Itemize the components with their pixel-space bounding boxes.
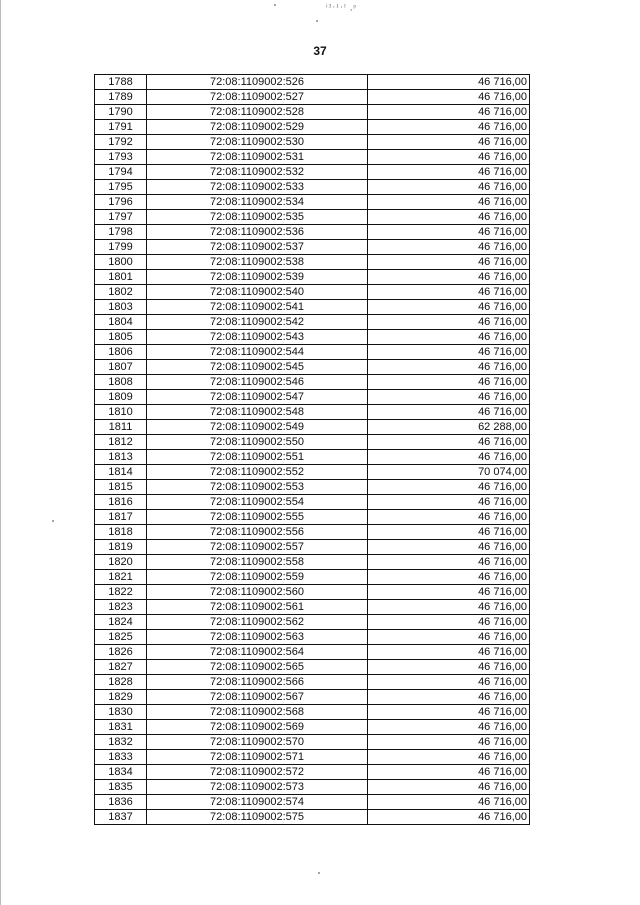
cadastral-value-cell: 46 716,00 <box>368 525 530 540</box>
row-number-cell: 1789 <box>95 90 147 105</box>
cadastral-number-cell: 72:08:1109002:533 <box>147 180 368 195</box>
cadastral-value-cell: 46 716,00 <box>368 390 530 405</box>
table-row <box>95 795 530 810</box>
row-number-cell: 1808 <box>95 375 147 390</box>
row-number-cell: 1797 <box>95 210 147 225</box>
cadastral-number-cell: 72:08:1109002:528 <box>147 105 368 120</box>
table-row <box>95 315 530 330</box>
cadastral-value-cell: 70 074,00 <box>368 465 530 480</box>
table-row <box>95 720 530 735</box>
cadastral-number-cell: 72:08:1109002:541 <box>147 300 368 315</box>
cadastral-value-cell: 46 716,00 <box>368 735 530 750</box>
table-row <box>95 615 530 630</box>
row-number-cell: 1830 <box>95 705 147 720</box>
cadastral-number-cell: 72:08:1109002:565 <box>147 660 368 675</box>
table-row <box>95 510 530 525</box>
cadastral-value-cell: 46 716,00 <box>368 810 530 825</box>
cadastral-number-cell: 72:08:1109002:552 <box>147 465 368 480</box>
cadastral-value-cell: 46 716,00 <box>368 195 530 210</box>
cadastral-number-cell: 72:08:1109002:561 <box>147 600 368 615</box>
page-left-edge <box>0 0 1 905</box>
cadastral-value-cell: 46 716,00 <box>368 510 530 525</box>
cadastral-value-cell: 46 716,00 <box>368 585 530 600</box>
table-row <box>95 690 530 705</box>
table-row <box>95 360 530 375</box>
cadastral-number-cell: 72:08:1109002:540 <box>147 285 368 300</box>
table-row <box>95 165 530 180</box>
table-row <box>95 300 530 315</box>
cadastral-number-cell: 72:08:1109002:529 <box>147 120 368 135</box>
cadastral-number-cell: 72:08:1109002:564 <box>147 645 368 660</box>
row-number-cell: 1807 <box>95 360 147 375</box>
cadastral-number-cell: 72:08:1109002:531 <box>147 150 368 165</box>
row-number-cell: 1801 <box>95 270 147 285</box>
table-row <box>95 600 530 615</box>
cadastral-number-cell: 72:08:1109002:570 <box>147 735 368 750</box>
table-row <box>95 345 530 360</box>
row-number-cell: 1814 <box>95 465 147 480</box>
table-row <box>95 585 530 600</box>
table-row <box>95 780 530 795</box>
table-row <box>95 435 530 450</box>
row-number-cell: 1816 <box>95 495 147 510</box>
cadastral-number-cell: 72:08:1109002:530 <box>147 135 368 150</box>
scan-dot <box>316 20 318 22</box>
row-number-cell: 1828 <box>95 675 147 690</box>
table-row <box>95 150 530 165</box>
cadastral-number-cell: 72:08:1109002:545 <box>147 360 368 375</box>
cadastral-value-cell: 46 716,00 <box>368 780 530 795</box>
cadastral-value-cell: 46 716,00 <box>368 150 530 165</box>
row-number-cell: 1796 <box>95 195 147 210</box>
table-row <box>95 405 530 420</box>
table-row <box>95 210 530 225</box>
cadastral-value-cell: 46 716,00 <box>368 225 530 240</box>
cadastral-value-cell: 46 716,00 <box>368 120 530 135</box>
cadastral-number-cell: 72:08:1109002:546 <box>147 375 368 390</box>
cadastral-number-cell: 72:08:1109002:571 <box>147 750 368 765</box>
table-row <box>95 270 530 285</box>
cadastral-value-cell: 46 716,00 <box>368 450 530 465</box>
cadastral-number-cell: 72:08:1109002:550 <box>147 435 368 450</box>
cadastral-number-cell: 72:08:1109002:539 <box>147 270 368 285</box>
row-number-cell: 1788 <box>95 75 147 90</box>
cadastral-number-cell: 72:08:1109002:567 <box>147 690 368 705</box>
cadastral-number-cell: 72:08:1109002:558 <box>147 555 368 570</box>
cadastral-value-cell: 46 716,00 <box>368 135 530 150</box>
cadastral-value-cell: 46 716,00 <box>368 705 530 720</box>
cadastral-number-cell: 72:08:1109002:547 <box>147 390 368 405</box>
cadastral-value-cell: 46 716,00 <box>368 615 530 630</box>
table-row <box>95 75 530 90</box>
cadastral-number-cell: 72:08:1109002:536 <box>147 225 368 240</box>
table-row <box>95 675 530 690</box>
table-row <box>95 390 530 405</box>
cadastral-number-cell: 72:08:1109002:555 <box>147 510 368 525</box>
table-row <box>95 540 530 555</box>
cadastral-value-cell: 46 716,00 <box>368 795 530 810</box>
cadastral-value-cell: 46 716,00 <box>368 555 530 570</box>
cadastral-number-cell: 72:08:1109002:549 <box>147 420 368 435</box>
row-number-cell: 1824 <box>95 615 147 630</box>
cadastral-value-cell: 46 716,00 <box>368 90 530 105</box>
cadastral-value-cell: 46 716,00 <box>368 330 530 345</box>
register-table <box>94 74 530 825</box>
cadastral-number-cell: 72:08:1109002:573 <box>147 780 368 795</box>
row-number-cell: 1803 <box>95 300 147 315</box>
row-number-cell: 1835 <box>95 780 147 795</box>
cadastral-number-cell: 72:08:1109002:534 <box>147 195 368 210</box>
row-number-cell: 1833 <box>95 750 147 765</box>
cadastral-number-cell: 72:08:1109002:556 <box>147 525 368 540</box>
cadastral-value-cell: 46 716,00 <box>368 660 530 675</box>
cadastral-value-cell: 46 716,00 <box>368 315 530 330</box>
table-row <box>95 120 530 135</box>
row-number-cell: 1799 <box>95 240 147 255</box>
cadastral-value-cell: 46 716,00 <box>368 750 530 765</box>
cadastral-value-cell: 46 716,00 <box>368 720 530 735</box>
table-row <box>95 705 530 720</box>
cadastral-value-cell: 46 716,00 <box>368 690 530 705</box>
row-number-cell: 1798 <box>95 225 147 240</box>
cadastral-value-cell: 46 716,00 <box>368 240 530 255</box>
row-number-cell: 1790 <box>95 105 147 120</box>
cadastral-number-cell: 72:08:1109002:559 <box>147 570 368 585</box>
table-row <box>95 420 530 435</box>
row-number-cell: 1820 <box>95 555 147 570</box>
table-row <box>95 90 530 105</box>
cadastral-number-cell: 72:08:1109002:548 <box>147 405 368 420</box>
row-number-cell: 1792 <box>95 135 147 150</box>
row-number-cell: 1809 <box>95 390 147 405</box>
row-number-cell: 1800 <box>95 255 147 270</box>
table-row <box>95 240 530 255</box>
row-number-cell: 1818 <box>95 525 147 540</box>
cadastral-value-cell: 46 716,00 <box>368 300 530 315</box>
row-number-cell: 1810 <box>95 405 147 420</box>
cadastral-value-cell: 46 716,00 <box>368 630 530 645</box>
cadastral-value-cell: 46 716,00 <box>368 345 530 360</box>
cadastral-value-cell: 62 288,00 <box>368 420 530 435</box>
table-row <box>95 375 530 390</box>
table-row <box>95 450 530 465</box>
table-row <box>95 135 530 150</box>
table-row <box>95 225 530 240</box>
row-number-cell: 1812 <box>95 435 147 450</box>
scan-mark: ⁱ³·¹·ᴵ ,ᵖ <box>326 2 358 12</box>
row-number-cell: 1829 <box>95 690 147 705</box>
row-number-cell: 1804 <box>95 315 147 330</box>
row-number-cell: 1795 <box>95 180 147 195</box>
row-number-cell: 1811 <box>95 420 147 435</box>
table-row <box>95 735 530 750</box>
cadastral-number-cell: 72:08:1109002:575 <box>147 810 368 825</box>
table-row <box>95 525 530 540</box>
cadastral-value-cell: 46 716,00 <box>368 540 530 555</box>
table-row <box>95 180 530 195</box>
row-number-cell: 1826 <box>95 645 147 660</box>
cadastral-value-cell: 46 716,00 <box>368 600 530 615</box>
row-number-cell: 1793 <box>95 150 147 165</box>
cadastral-number-cell: 72:08:1109002:553 <box>147 480 368 495</box>
cadastral-value-cell: 46 716,00 <box>368 105 530 120</box>
scan-dot <box>52 520 54 522</box>
cadastral-number-cell: 72:08:1109002:574 <box>147 795 368 810</box>
cadastral-value-cell: 46 716,00 <box>368 180 530 195</box>
cadastral-number-cell: 72:08:1109002:535 <box>147 210 368 225</box>
cadastral-value-cell: 46 716,00 <box>368 435 530 450</box>
row-number-cell: 1822 <box>95 585 147 600</box>
table-row <box>95 285 530 300</box>
table-row <box>95 645 530 660</box>
cadastral-value-cell: 46 716,00 <box>368 675 530 690</box>
cadastral-number-cell: 72:08:1109002:557 <box>147 540 368 555</box>
cadastral-value-cell: 46 716,00 <box>368 255 530 270</box>
cadastral-number-cell: 72:08:1109002:538 <box>147 255 368 270</box>
table-row <box>95 810 530 825</box>
row-number-cell: 1805 <box>95 330 147 345</box>
row-number-cell: 1836 <box>95 795 147 810</box>
scan-dot <box>274 4 276 6</box>
cadastral-value-cell: 46 716,00 <box>368 405 530 420</box>
cadastral-value-cell: 46 716,00 <box>368 570 530 585</box>
register-table-body <box>95 75 530 825</box>
cadastral-number-cell: 72:08:1109002:562 <box>147 615 368 630</box>
cadastral-number-cell: 72:08:1109002:542 <box>147 315 368 330</box>
cadastral-number-cell: 72:08:1109002:544 <box>147 345 368 360</box>
row-number-cell: 1832 <box>95 735 147 750</box>
row-number-cell: 1817 <box>95 510 147 525</box>
table-row <box>95 105 530 120</box>
row-number-cell: 1806 <box>95 345 147 360</box>
cadastral-number-cell: 72:08:1109002:526 <box>147 75 368 90</box>
table-row <box>95 750 530 765</box>
table-row <box>95 555 530 570</box>
cadastral-number-cell: 72:08:1109002:527 <box>147 90 368 105</box>
table-row <box>95 765 530 780</box>
row-number-cell: 1815 <box>95 480 147 495</box>
table-row <box>95 255 530 270</box>
cadastral-number-cell: 72:08:1109002:572 <box>147 765 368 780</box>
table-row <box>95 630 530 645</box>
cadastral-value-cell: 46 716,00 <box>368 165 530 180</box>
cadastral-number-cell: 72:08:1109002:551 <box>147 450 368 465</box>
table-row <box>95 495 530 510</box>
cadastral-value-cell: 46 716,00 <box>368 210 530 225</box>
row-number-cell: 1813 <box>95 450 147 465</box>
scan-dot <box>318 872 320 874</box>
cadastral-number-cell: 72:08:1109002:543 <box>147 330 368 345</box>
cadastral-value-cell: 46 716,00 <box>368 360 530 375</box>
row-number-cell: 1834 <box>95 765 147 780</box>
row-number-cell: 1794 <box>95 165 147 180</box>
row-number-cell: 1821 <box>95 570 147 585</box>
row-number-cell: 1819 <box>95 540 147 555</box>
cadastral-value-cell: 46 716,00 <box>368 75 530 90</box>
table-row <box>95 480 530 495</box>
table-row <box>95 330 530 345</box>
cadastral-value-cell: 46 716,00 <box>368 645 530 660</box>
cadastral-number-cell: 72:08:1109002:566 <box>147 675 368 690</box>
table-row <box>95 465 530 480</box>
page-number: 37 <box>313 44 327 58</box>
cadastral-number-cell: 72:08:1109002:532 <box>147 165 368 180</box>
table-row <box>95 660 530 675</box>
table-row <box>95 570 530 585</box>
row-number-cell: 1831 <box>95 720 147 735</box>
row-number-cell: 1791 <box>95 120 147 135</box>
row-number-cell: 1802 <box>95 285 147 300</box>
row-number-cell: 1825 <box>95 630 147 645</box>
cadastral-number-cell: 72:08:1109002:563 <box>147 630 368 645</box>
row-number-cell: 1837 <box>95 810 147 825</box>
cadastral-value-cell: 46 716,00 <box>368 495 530 510</box>
cadastral-value-cell: 46 716,00 <box>368 765 530 780</box>
cadastral-number-cell: 72:08:1109002:554 <box>147 495 368 510</box>
cadastral-value-cell: 46 716,00 <box>368 375 530 390</box>
cadastral-number-cell: 72:08:1109002:560 <box>147 585 368 600</box>
row-number-cell: 1823 <box>95 600 147 615</box>
cadastral-number-cell: 72:08:1109002:568 <box>147 705 368 720</box>
cadastral-value-cell: 46 716,00 <box>368 285 530 300</box>
cadastral-number-cell: 72:08:1109002:537 <box>147 240 368 255</box>
cadastral-number-cell: 72:08:1109002:569 <box>147 720 368 735</box>
row-number-cell: 1827 <box>95 660 147 675</box>
cadastral-value-cell: 46 716,00 <box>368 270 530 285</box>
cadastral-value-cell: 46 716,00 <box>368 480 530 495</box>
table-row <box>95 195 530 210</box>
